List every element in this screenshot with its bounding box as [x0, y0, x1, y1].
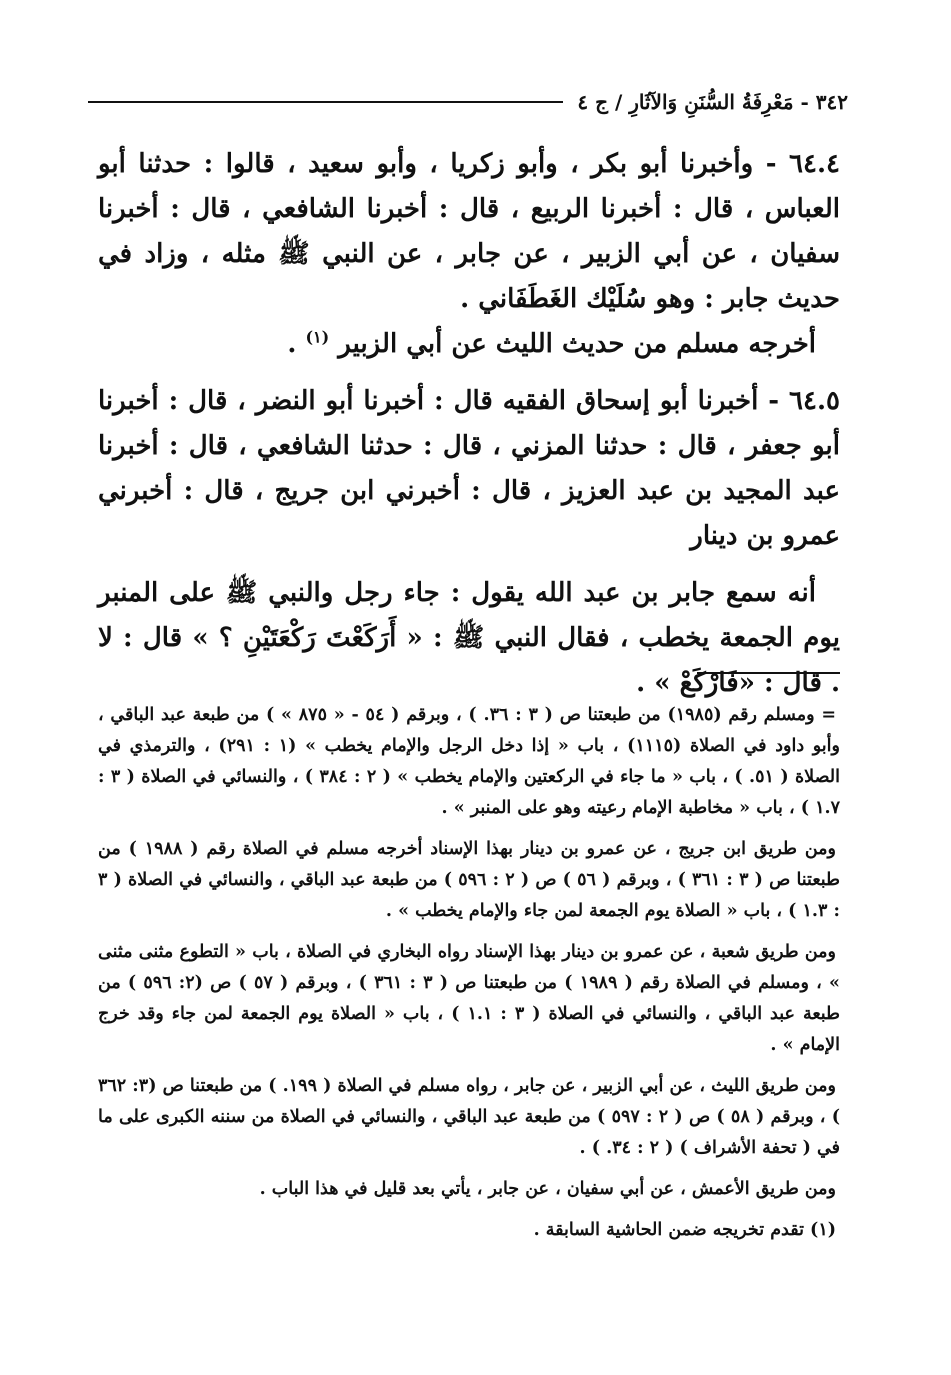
- main-text: [98, 142, 840, 706]
- takhrij-end: .: [287, 329, 306, 359]
- page-header: [88, 88, 848, 116]
- footnote-1: (١) تقدم تخريجه ضمن الحاشية السابقة .: [533, 1220, 836, 1240]
- footnote-shuba: ومن طريق شعبة ، عن عمرو بن دينار بهذا الإسناد رواه البخاري في الصلاة ، باب « التطوع مثنى مثنى » ، ومسلم في الصلاة رقم ( ١٩٨٩ ) من طبعتنا ص ( ٣ : ٣٦١ ) ، وبرقم ( ٥٧ ) ص (٢: ٥٩٦ ) من طبعة عبد الباقي ، والنسائي في الصلاة ( ٣ : ١.١ ) ، باب « الصلاة يوم الجمعة لمن جاء وقد خرج الإمام » .: [98, 942, 840, 1055]
- takhrij-text: أخرجه مسلم من حديث الليث عن أبي الزبير: [338, 329, 816, 359]
- footnote-separator: [697, 672, 840, 674]
- running-title: ٣٤٢ - مَعْرِفَةُ السُّنَنِ وَالآثَارِ / ج ٤: [577, 90, 848, 114]
- footnote-continuation: = ومسلم رقم (١٩٨٥) من طبعتنا ص ( ٣ : ٣٦. ) ، وبرقم ( ٥٤ - « ٨٧٥ » ) من طبعة عبد الباقي ، وأبو داود في الصلاة (١١١٥) ، باب « إذا دخل الرجل والإمام يخطب » (١ : ٢٩١) ، والترمذي في الصلاة ( ٥١. ) ، باب « ما جاء في الركعتين والإمام يخطب » ( ٢ : ٣٨٤ ) ، والنسائي في الصلاة ( ٣ : ١.٧ ) ، باب « مخاطبة الإمام رعيته وهو على المنبر » .: [98, 705, 840, 818]
- footnote-layth: ومن طريق الليث ، عن أبي الزبير ، عن جابر ، رواه مسلم في الصلاة ( ١٩٩. ) من طبعتنا ص (٣: ٣٦٢ ) ، وبرقم ( ٥٨ ) ص ( ٢ : ٥٩٧ ) من طبعة عبد الباقي ، والنسائي في الصلاة من سننه الكبرى على ما في ( تحفة الأشراف ) ( ٢ : ٣٤. ) .: [98, 1076, 840, 1158]
- footnotes: [98, 700, 840, 1256]
- footnote-ref-1[interactable]: (١): [305, 327, 330, 347]
- header-rule: [88, 101, 563, 103]
- hadith-6405-matn: أنه سمع جابر بن عبد الله يقول : جاء رجل والنبي ﷺ على المنبر يوم الجمعة يخطب ، فقال النبي ﷺ : « أَرَكَعْتَ رَكْعَتَيْنِ ؟ » قال : لا . قال : «فَارْكَعْ » .: [98, 578, 840, 698]
- hadith-6404: ٦٤.٤ - وأخبرنا أبو بكر ، وأبو زكريا ، وأبو سعيد ، قالوا : حدثنا أبو العباس ، قال : أخبرنا الربيع ، قال : أخبرنا الشافعي ، قال : أخبرنا سفيان ، عن أبي الزبير ، عن جابر ، عن النبي ﷺ مثله ، وزاد في حديث جابر : وهو سُلَيْك الغَطَفَاني .: [98, 149, 840, 314]
- hadith-6405-isnad: ٦٤.٥ - أخبرنا أبو إسحاق الفقيه قال : أخبرنا أبو النضر ، قال : أخبرنا أبو جعفر ، قال : حدثنا المزني ، قال : حدثنا الشافعي ، قال : أخبرنا عبد المجيد بن عبد العزيز ، قال : أخبرني ابن جريج ، قال : أخبرني عمرو بن دينار: [98, 386, 840, 551]
- footnote-amash: ومن طريق الأعمش ، عن أبي سفيان ، عن جابر ، يأتي بعد قليل في هذا الباب .: [259, 1179, 836, 1199]
- takhrij-note: [98, 322, 840, 367]
- footnote-ibn-jurayj: ومن طريق ابن جريج ، عن عمرو بن دينار بهذا الإسناد أخرجه مسلم في الصلاة رقم ( ١٩٨٨ ) من طبعتنا ص ( ٣ : ٣٦١ ) ، وبرقم ( ٥٦ ) ص ( ٢ : ٥٩٦ ) من طبعة عبد الباقي ، والنسائي في الصلاة ( ٣ : ١.٣ ) ، باب « الصلاة يوم الجمعة لمن جاء والإمام يخطب » .: [98, 839, 840, 921]
